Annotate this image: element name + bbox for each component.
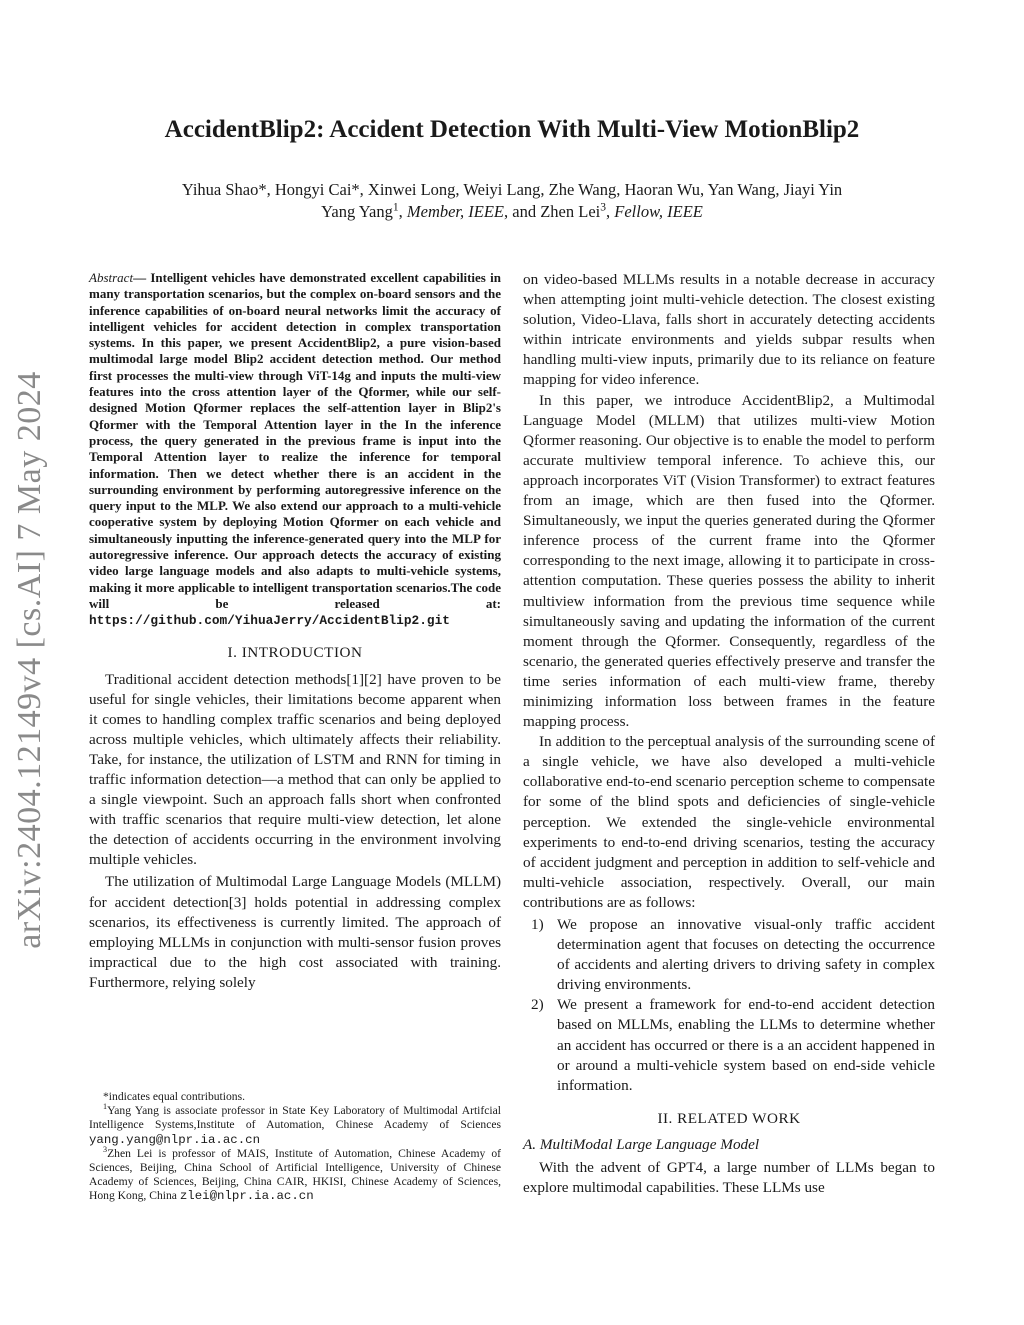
author-line-2: Yang Yang$^1$, Member, IEEE, and Zhen Lei$^3$, Fellow, IEEE [321, 201, 703, 221]
footnotes [89, 1090, 501, 1204]
intro-paragraph-3: In this paper, we introduce AccidentBlip2, a Multimodal Language Model (MLLM) that utilizes multi-view Motion Qformer reasoning. Our objective is to enable the model to perform accurate multiview temporal inference. To achieve this, our approach incorporates ViT (Vision Transformer) to extract features from an image, which are then fused into the Qformer. Simultaneously, we input the queries generated during the Qformer inference process of the current frame into the Qformer corresponding to the next image, allowing it to participate in cross-attention computation. These queries possess the ability to inherit multiview information from the previous time sequence while simultaneously saving and updating the information of the current moment through the Qformer. Consequently, regardless of the scenario, the generated queries effectively preserve and transfer the time series information of each multi-view frame, thereby minimizing information loss between frames in the feature mapping process. [523, 391, 935, 731]
subsection-heading-mllm: A. MultiModal Large Language Model [523, 1135, 760, 1153]
contribution-number: 1) [531, 916, 544, 933]
author-lei-affil: 3 [600, 201, 607, 214]
intro-paragraph-2-cont: on video-based MLLMs results in a notable decrease in accuracy when attempting joint multi-vehicle detection. The closest existing solution, Video-Llava, falls short in accurately detecting accidents within intricate environments and yields subpar results when handling multi-view inputs, primarily due to its reliance on feature mapping for video inference. [523, 271, 935, 389]
author-lei: , and Zhen Lei [504, 202, 601, 221]
author-block [60, 179, 964, 223]
arxiv-id: arXiv:2404.12149v4 [cs.AI] 7 May 2024 [11, 371, 48, 949]
author-yang-affil: 1 [392, 201, 399, 214]
arxiv-watermark [8, 360, 52, 960]
intro-paragraph-1: Traditional accident detection methods[1][2] have proven to be useful for single vehicles, their limitations become apparent when it comes to handling complex traffic scenarios and being deployed across multiple vehicles, which ultimately affects their reliability. Take, for instance, the utilization of LSTM and RNN for timing in traffic information detection—a method that can only be applied to a single viewpoint. Such an approach falls short when confronted with traffic scenarios that require multi-view detection, let alone the detection of accidents occurring in the environment involving multiple vehicles. [89, 670, 501, 869]
abstract [89, 270, 501, 630]
intro-paragraph-2: The utilization of Multimodal Large Language Models (MLLM) for accident detection[3] holds potential in addressing complex scenarios, its effectiveness is currently limited. The approach of employing MLLMs in conjunction with multi-sensor fusion proves impractical due to the high cost associated with training. Furthermore, relying solely [89, 873, 501, 991]
list-item [523, 915, 935, 995]
footnote-yang-mark: 1 [103, 1102, 108, 1112]
abstract-text: — Intelligent vehicles have demonstrated excellent capabilities in many transportation scenarios, but the complex on-board sensors and the inference capabilities of on-board neural networks limit the accuracy of intelligent vehicles for accident detection in complex transportation systems. In this paper, we present AccidentBlip2, a pure vision-based multimodal large model Blip2 accident detection method. Our method first processes the multi-view through ViT-14g and inputs the multi-view features into the cross attention layer of the Qformer, while our self-designed Motion Qformer replaces the self-attention layer in Blip2's Qformer with the Temporal Attention layer in the In the inference process, the query generated in the previous frame is input into the Temporal Attention layer to realize the inference for temporal information. Then we detect whether there is an accident in the surrounding environment by performing autoregressive inference on the query input to the MLP. We also extend our approach to a multi-vehicle cooperative system by deploying Motion Qformer on each vehicle and simultaneously inputting the inference-generated query into the MLP for autoregressive inference. Our approach detects the accuracy of existing video large language models and also adapts to multi-vehicle systems, making it more applicable to intelligent transportation scenarios.The code will be released at: [89, 270, 501, 611]
contribution-text: We present a framework for end-to-end accident detection based on MLLMs, enabling the LLMs to determine whether an accident has occurred or there is a an accident happened in or around a multi-vehicle system based on end-side vehicle information. [557, 996, 935, 1094]
code-link[interactable]: https://github.com/YihuaJerry/AccidentBlip2.git [89, 613, 450, 629]
author-line-1: Yihua Shao*, Hongyi Cai*, Xinwei Long, Weiyi Lang, Zhe Wang, Haoran Wu, Yan Wang, Jiayi Yin [181, 180, 843, 199]
right-column [523, 270, 935, 1198]
footnote-lei-text: Zhen Lei is professor of MAIS, Institute of Automation, Chinese Academy of Sciences, Beijing, China School of Artificial Intelligence, University of Chinese Academy of Sciences, Beijing, China CAIR, HKISI, Chinese Academy of Sciences, Hong Kong, China [89, 1146, 501, 1203]
footnote-equal: *indicates equal contributions. [103, 1090, 245, 1103]
left-column [89, 270, 501, 993]
abstract-label: Abstract [89, 270, 134, 285]
contribution-text: We propose an innovative visual-only traffic accident determination agent that focuses on detecting the occurrence of accidents and alerting drivers to driving safety in complex driving environments. [557, 916, 935, 994]
footnote-yang-email: yang.yang@nlpr.ia.ac.cn [89, 1132, 261, 1147]
author-lei-fellow: Fellow, IEEE [614, 202, 703, 221]
footnote-yang-text: Yang Yang is associate professor in State Key Laboratory of Multimodal Artifcial Intelligence Systems,Institute of Automation, Chinese Academy of Sciences [89, 1104, 501, 1132]
contributions-list [523, 915, 935, 1096]
footnote-yang [89, 1104, 501, 1147]
author-yang-member: Member, IEEE [406, 202, 505, 221]
footnote-lei [89, 1144, 501, 1204]
list-item [523, 995, 935, 1095]
footnote-lei-mark: 3 [103, 1144, 108, 1154]
paper-title: AccidentBlip2: Accident Detection With Multi-View MotionBlip2 [164, 116, 860, 143]
related-paragraph-1: With the advent of GPT4, a large number of LLMs began to explore multimodal capabilities. These LLMs use [523, 1158, 935, 1196]
author-yang: Yang Yang [321, 202, 393, 221]
section-heading-related-work: II. RELATED WORK [657, 1109, 801, 1127]
footnote-lei-email: zlei@nlpr.ia.ac.cn [179, 1189, 314, 1204]
intro-paragraph-4: In addition to the perceptual analysis of the surrounding scene of a single vehicle, we have also developed a multi-vehicle collaborative end-to-end scenario perception scheme to compensate for some of the blind spots and deficiencies of single-vehicle perception. We extended the single-vehicle environmental experiments to end-to-end driving scenarios, testing the accuracy of accident judgment and perception in addition to self-vehicle and multi-vehicle association, respectively. Overall, our main contributions are as follows: [523, 733, 935, 911]
contribution-number: 2) [531, 996, 544, 1014]
section-heading-introduction: I. INTRODUCTION [227, 643, 363, 661]
